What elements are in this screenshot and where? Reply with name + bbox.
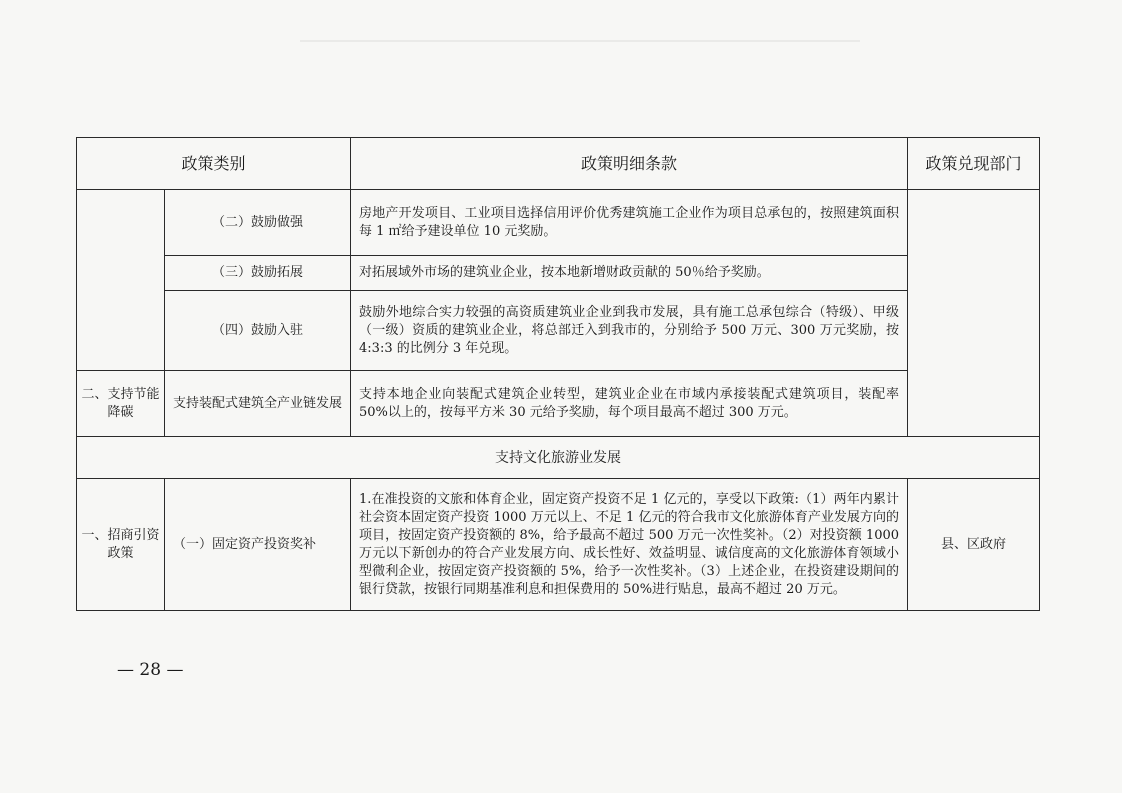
detail-cell: 房地产开发项目、工业项目选择信用评价优秀建筑施工企业作为项目总承包的，按照建筑面积每 1 ㎡给予建设单位 10 元奖励。	[351, 190, 908, 256]
detail-cell: 支持本地企业向装配式建筑企业转型，建筑业企业在市域内承接装配式建筑项目，装配率 50%以上的，按每平方米 30 元给予奖励，每个项目最高不超过 300 万元。	[351, 371, 908, 437]
table-row	[77, 190, 1040, 256]
department-cell: 县、区政府	[908, 479, 1040, 611]
category-cell: 一、招商引资政策	[77, 479, 165, 611]
sub-category-cell: （一）固定资产投资奖补	[165, 479, 351, 611]
page-number: — 28 —	[117, 660, 184, 680]
detail-cell: 鼓励外地综合实力较强的高资质建筑业企业到我市发展，具有施工总承包综合（特级）、甲级（一级）资质的建筑业企业，将总部迁入到我市的，分别给予 500 万元、300 万元奖励，按 4:3:3 的比例分 3 年兑现。	[351, 291, 908, 371]
section-title: 支持文化旅游业发展	[77, 437, 1040, 479]
detail-cell: 1.在准投资的文旅和体育企业，固定资产投资不足 1 亿元的，享受以下政策:（1）两年内累计社会资本固定资产投资 1000 万元以上、不足 1 亿元的符合我市文化旅游体育产业发展方向的项目，按固定资产投资额的 8%，给予最高不超过 500 万元一次性奖补。（2）对投资额 1000 万元以下新创办的符合产业发展方向、成长性好、效益明显、诚信度高的文化旅游体育领域小型微利企业，按固定资产投资额的 5%，给予一次性奖补。（3）上述企业，在投资建设期间的银行贷款，按银行同期基准利息和担保费用的 50%进行贴息，最高不超过 20 万元。	[351, 479, 908, 611]
sub-category-cell: 支持装配式建筑全产业链发展	[165, 371, 351, 437]
category-cell: 二、支持节能降碳	[77, 371, 165, 437]
category-cell-empty	[77, 190, 165, 371]
sub-category-cell: （四）鼓励入驻	[165, 291, 351, 371]
header-category: 政策类别	[77, 138, 351, 190]
department-cell-empty	[908, 190, 1040, 437]
sub-category-cell: （二）鼓励做强	[165, 190, 351, 256]
table-row	[77, 479, 1040, 611]
scan-artifact	[300, 40, 860, 42]
sub-category-cell: （三）鼓励拓展	[165, 256, 351, 291]
policy-table	[76, 137, 1040, 611]
table-row	[77, 256, 1040, 291]
detail-cell: 对拓展域外市场的建筑业企业，按本地新增财政贡献的 50％给予奖励。	[351, 256, 908, 291]
section-row	[77, 437, 1040, 479]
table-row	[77, 291, 1040, 371]
header-department: 政策兑现部门	[908, 138, 1040, 190]
table-row	[77, 371, 1040, 437]
table-header-row	[77, 138, 1040, 190]
header-details: 政策明细条款	[351, 138, 908, 190]
